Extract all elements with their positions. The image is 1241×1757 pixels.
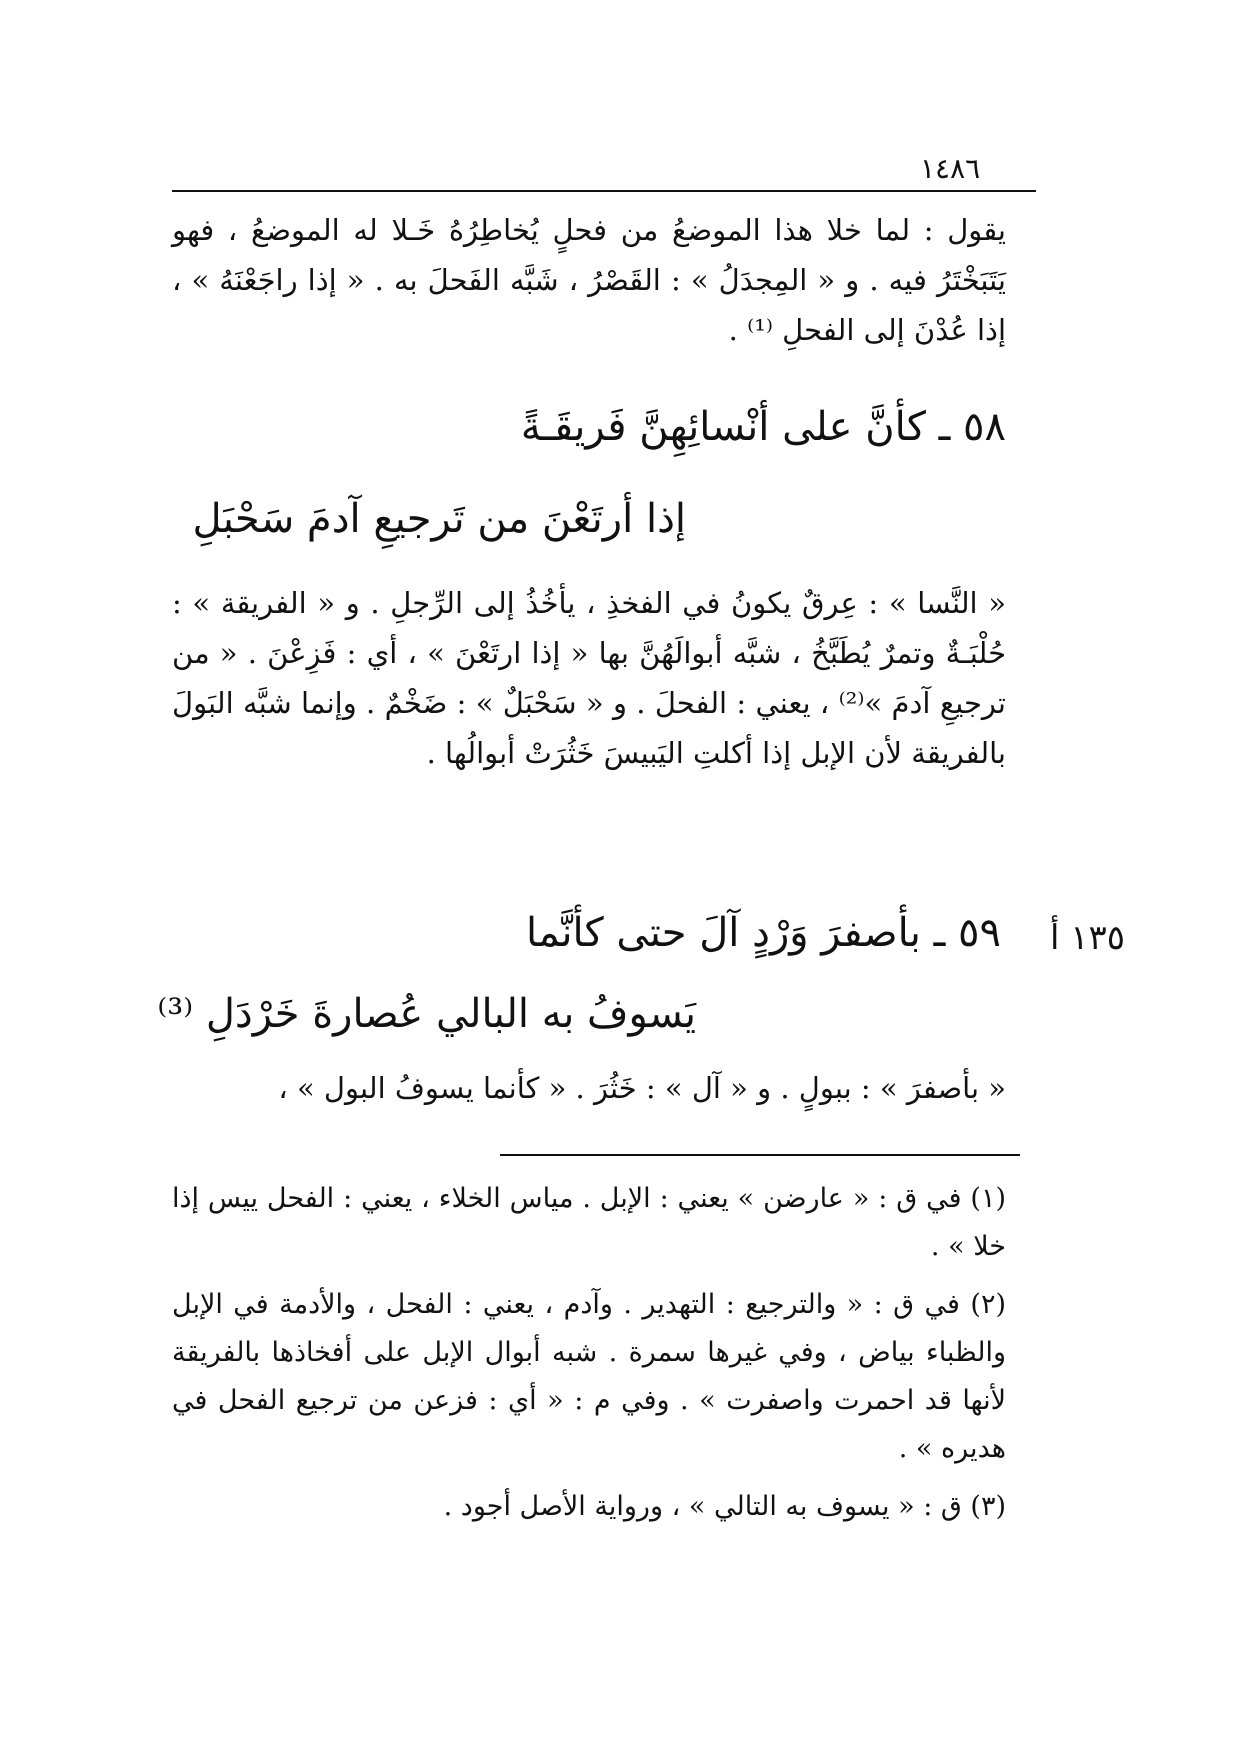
commentary-text: « النَّسا » : عِرقٌ يكونُ في الفخذِ ، يأخُذُ إلى الرِّجلِ . و « الفريقة » : حُلْبَـةٌ وتمرٌ يُطَبَّخُ ، شبَّه أبوالَهُنَّ بها « إذا ارتَعْنَ » ، أي : فَزِعْنَ . « من ترجيعِ آدمَ »⁽²⁾ ، يعني : الفحلَ . و « سَحْبَلٌ » : ضَخْمٌ . وإنما شبَّه البَولَ بالفريقة لأن الإبل إذا أكلتِ اليَبيسَ خَثُرَتْ أبوالُها . (172, 586, 1007, 770)
verse-58-second-hemistich: إذا أرتَعْنَ من تَرجيعِ آدمَ سَحْبَلِ (192, 496, 686, 542)
commentary-text: « بأصفرَ » : ببولٍ . و « آل » : خَثُرَ . « كأنما يسوفُ البول » ، (278, 1071, 1006, 1105)
commentary-paragraph-1 (172, 205, 1006, 355)
verse-59-second-hemistich: يَسوفُ به البالي عُصارةَ خَرْدَلِ ⁽³⁾ (157, 991, 696, 1037)
commentary-paragraph-2 (172, 578, 1006, 778)
footnote-rule (500, 1154, 1020, 1156)
header-rule (172, 190, 1036, 192)
footnotes (172, 1175, 1006, 1541)
manuscript-folio-reference: ١٣٥ أ (1050, 918, 1126, 958)
commentary-text: يقول : لما خلا هذا الموضعُ من فحلٍ يُخاطِرُهُ خَـلا له الموضعُ ، فهو يَتَبَخْتَرُ فيه . و « المِجدَلُ » : القَصْرُ ، شَبَّه الفَحلَ به . « إذا راجَعْنَهُ » ، إذا عُدْنَ إلى الفحلِ ⁽¹⁾ . (172, 213, 1006, 347)
footnote-3: (٣) ق : « يسوف به التالي » ، ورواية الأصل أجود . (443, 1491, 1006, 1522)
footnote-1: (١) في ق : « عارضن » يعني : الإبل . مياس الخلاء ، يعني : الفحل ييس إذا خلا » . (172, 1183, 1006, 1262)
page-number: ١٤٨٦ (920, 152, 981, 185)
commentary-paragraph-3 (172, 1063, 1006, 1113)
verse-59-first-hemistich: ٥٩ ـ بأصفرَ وَرْدٍ آلَ حتى كأنَّما (526, 910, 1001, 956)
verse-58-first-hemistich: ٥٨ ـ كأنَّ على أنْسائِهِنَّ فَريقَـةً (520, 404, 1006, 450)
footnote-2: (٢) في ق : « والترجيع : التهدير . وآدم ، يعني : الفحل ، والأدمة في الإبل والظباء بياض ، وفي غيرها سمرة . شبه أبوال الإبل على أفخاذها بالفريقة لأنها قد احمرت واصفرت » . وفي م : « أي : فزعن من ترجيع الفحل في هديره » . (172, 1289, 1006, 1464)
